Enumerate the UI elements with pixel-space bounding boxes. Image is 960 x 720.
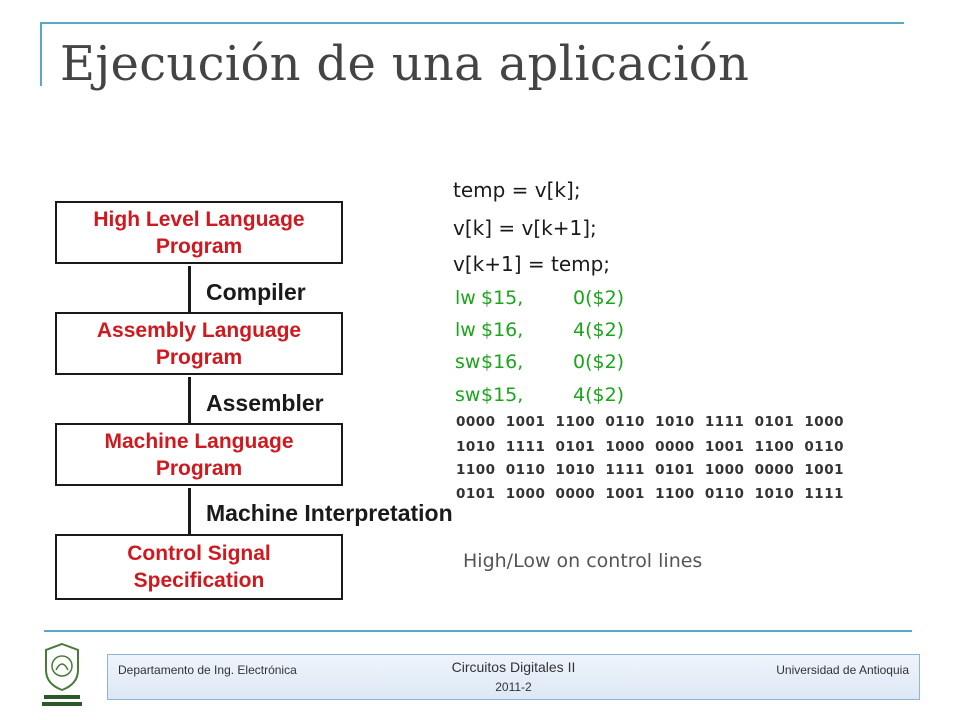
assembly-op: sw <box>455 384 481 406</box>
assembly-reg: $16, <box>481 351 524 373</box>
assembly-reg: $15, <box>481 384 524 406</box>
footer-period: 2011-2 <box>495 680 532 694</box>
university-logo <box>34 640 90 710</box>
assembly-addr: 0($2) <box>573 351 625 373</box>
connector-line <box>188 266 191 312</box>
box-high-level-language <box>55 201 343 264</box>
box-assembly-language <box>55 312 343 375</box>
high-level-code-line: v[k] = v[k+1]; <box>453 216 597 240</box>
high-level-code-line: v[k+1] = temp; <box>453 252 611 276</box>
footer-divider <box>44 630 912 632</box>
assembly-reg: $15, <box>481 287 524 309</box>
assembly-reg: $16, <box>481 319 524 341</box>
assembly-op: lw <box>455 319 476 341</box>
machine-interpretation-label: Machine Interpretation <box>206 500 453 526</box>
footer-university: Universidad de Antioquia <box>776 663 909 677</box>
title-decoration-top <box>40 22 904 24</box>
control-lines-text: High/Low on control lines <box>463 550 703 572</box>
compiler-label: Compiler <box>206 279 306 305</box>
footer-bar <box>107 654 920 700</box>
assembly-op: sw <box>455 351 481 373</box>
box-label: Assembly Language Program <box>96 318 302 369</box>
box-control-signal-specification <box>55 534 343 600</box>
machine-code-line: 0101 1000 0000 1001 1100 0110 1010 1111 <box>456 486 844 502</box>
high-level-code-line: temp = v[k]; <box>453 178 581 202</box>
assembly-addr: 0($2) <box>573 287 625 309</box>
slide-title: Ejecución de una aplicación <box>60 36 750 92</box>
footer-course: Circuitos Digitales II <box>451 659 576 675</box>
footer-department: Departamento de Ing. Electrónica <box>118 663 297 677</box>
machine-code-line: 1100 0110 1010 1111 0101 1000 0000 1001 <box>456 462 844 478</box>
assembler-label: Assembler <box>206 390 324 416</box>
box-label: Machine Language Program <box>104 429 294 480</box>
assembly-op: lw <box>455 287 476 309</box>
box-label: Control Signal Specification <box>127 542 271 592</box>
machine-code-line: 0000 1001 1100 0110 1010 1111 0101 1000 <box>456 414 844 430</box>
connector-line <box>188 377 191 423</box>
assembly-addr: 4($2) <box>573 319 625 341</box>
assembly-addr: 4($2) <box>573 384 625 406</box>
title-decoration-left <box>40 22 42 86</box>
machine-code-line: 1010 1111 0101 1000 0000 1001 1100 0110 <box>456 439 844 455</box>
box-machine-language <box>55 423 343 486</box>
connector-line <box>188 488 191 534</box>
box-label: High Level Language Program <box>93 207 305 258</box>
